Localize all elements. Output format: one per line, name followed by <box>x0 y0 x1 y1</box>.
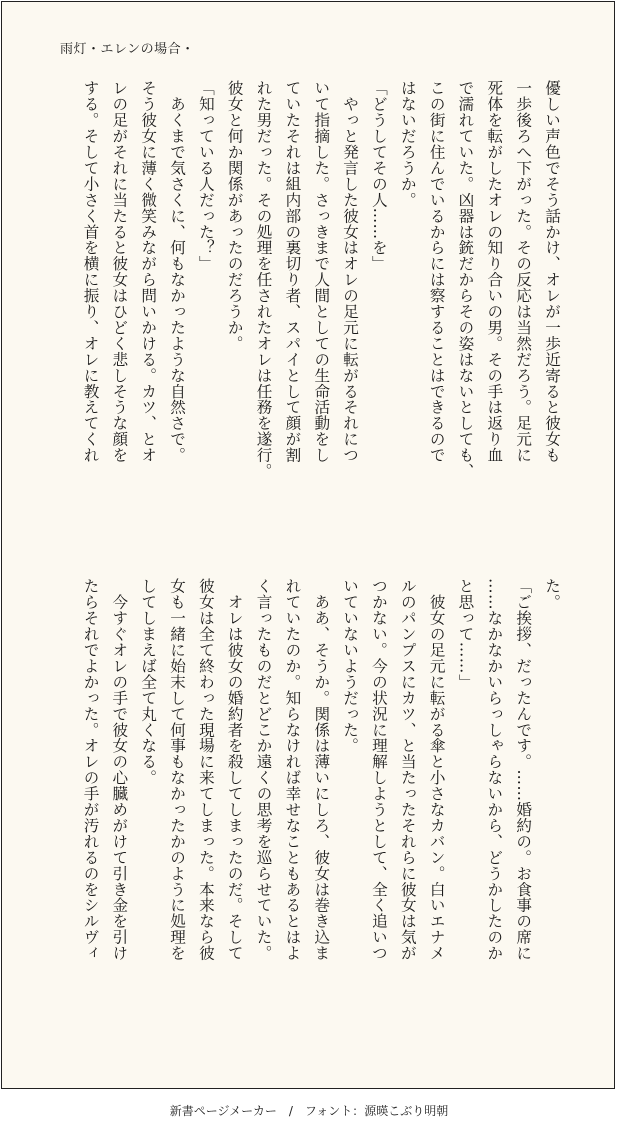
text-block-top <box>54 80 566 528</box>
top-column-line: そう彼女に薄く微笑みながら問いかける。カツ、とオ <box>139 80 158 463</box>
novel-page <box>1 1 615 1089</box>
top-column-line: 死体を転がしたオレの知り合いの男。その手は返り血 <box>485 80 504 463</box>
top-column-line: 優しい声色でそう話かけ、オレが一歩近寄ると彼女も <box>543 80 561 463</box>
top-column-line: する。そして小さく首を横に振り、オレに教えてくれ <box>81 80 100 463</box>
vertical-body-text <box>54 80 566 1042</box>
top-column-line: で濡れていた。凶器は銃だからその姿はないとしても、 <box>456 80 475 479</box>
footer-credit: 新書ページメーカー / フォント：源暎こぶり明朝 <box>169 1104 449 1118</box>
bottom-column-line: 彼女の足元に転がる傘と小さなカバン。白いエナメ <box>427 578 446 961</box>
top-column-line: はないだろうか。 <box>398 80 417 208</box>
bottom-column-line: と思って……」 <box>456 578 475 690</box>
bottom-column-line: たらそれでよかった。オレの手が汚れるのをシルヴィ <box>81 578 100 961</box>
bottom-column-line: く言ったものだとどこか遠くの思考を巡らせていた。 <box>254 578 273 961</box>
bottom-column-line: ルのパンプスにカツ、と当たったそれらに彼女は気が <box>398 578 417 961</box>
top-column-line: レの足がそれに当たると彼女はひどく悲しそうな顔を <box>110 80 129 463</box>
top-column-line: やっと発言した彼女はオレの足元に転がるそれにつ <box>341 80 360 463</box>
bottom-column-line: ……なかなかいらっしゃらないから、どうかしたのか <box>485 578 504 961</box>
text-block-bottom <box>54 578 566 1026</box>
top-column-line: 「どうしてその人……を」 <box>369 80 388 272</box>
bottom-column-line: れていたのか。知らなければ幸せなこともあるとはよ <box>283 578 302 961</box>
bottom-column-line: た。 <box>543 578 561 610</box>
top-column-line: 彼女と何か関係があったのだろうか。 <box>225 80 244 352</box>
top-column-line: 一歩後ろへ下がった。その反応は当然だろう。足元に <box>514 80 533 463</box>
bottom-column-line: 彼女は全て終わった現場に来てしまった。本来なら彼 <box>196 578 215 961</box>
bottom-column-line: 「ご挨拶、だったんです。……婚約の。お食事の席に <box>514 578 533 961</box>
bottom-column-line: 今すぐオレの手で彼女の心臓めがけて引き金を引け <box>110 578 129 961</box>
bottom-column-line: 女も一緒に始末して何事もなかったかのように処理を <box>168 578 187 961</box>
top-column-line: 「知っている人だった？」 <box>196 80 215 272</box>
bottom-column-line: してしまえば全て丸くなる。 <box>139 578 158 786</box>
top-column-line: この街に住んでいるからには察することはできるので <box>427 80 446 463</box>
bottom-column-line: つかない。今の状況に理解しようとして、全く追いつ <box>369 578 388 961</box>
top-column-line: いて指摘した。さっきまで人間としての生命活動をし <box>312 80 331 463</box>
bottom-column-line: オレは彼女の婚約者を殺してしまったのだ。そして <box>225 578 244 961</box>
top-column-line: あくまで気さくに、何もなかったような自然さで。 <box>168 80 187 463</box>
bottom-column-line: ああ、そうか。関係は薄いにしろ、彼女は巻き込ま <box>312 578 331 961</box>
top-column-line: れた男だった。その処理を任されたオレは任務を遂行。 <box>254 80 273 479</box>
page-header-title: 雨灯・エレンの場合・ <box>60 42 195 57</box>
top-column-line: ていたそれは組内部の裏切り者、スパイとして顔が割 <box>283 80 302 463</box>
bottom-column-line: いていないようだった。 <box>341 578 360 754</box>
